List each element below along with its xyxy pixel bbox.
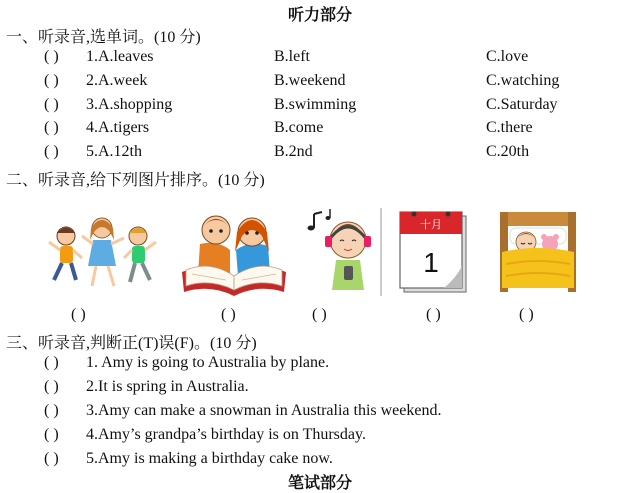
option-a: 1.A.leaves bbox=[86, 48, 154, 65]
child-2 bbox=[82, 218, 124, 286]
option-c: C.love bbox=[486, 48, 529, 65]
order-blank-2[interactable]: ( ) bbox=[221, 306, 236, 323]
s1-question-3 bbox=[40, 96, 640, 118]
page-title: 听力部分 bbox=[287, 7, 352, 24]
calendar-picture bbox=[394, 206, 472, 298]
s1-question-1 bbox=[40, 48, 640, 70]
sleeping-girl-picture bbox=[492, 206, 584, 298]
option-c: C.20th bbox=[486, 143, 530, 160]
option-b: B.left bbox=[274, 48, 310, 65]
statement-text: 5.Amy is making a birthday cake now. bbox=[86, 450, 333, 467]
option-b: B.2nd bbox=[274, 143, 313, 160]
girl-listening-music-picture bbox=[304, 206, 382, 298]
option-b: B.swimming bbox=[274, 96, 357, 113]
answer-blank[interactable]: ( ) bbox=[44, 96, 59, 113]
option-a: 3.A.shopping bbox=[86, 96, 173, 113]
open-book bbox=[182, 266, 286, 296]
option-b: B.come bbox=[274, 119, 324, 136]
answer-blank[interactable]: ( ) bbox=[44, 354, 59, 371]
statement-text: 3.Amy can make a snowman in Australia this weekend. bbox=[86, 402, 442, 419]
statement-text: 4.Amy’s grandpa’s birthday is on Thursday. bbox=[86, 426, 366, 443]
reading-children-picture bbox=[180, 206, 288, 298]
statement-text: 2.It is spring in Australia. bbox=[86, 378, 249, 395]
option-c: C.there bbox=[486, 119, 533, 136]
answer-blank[interactable]: ( ) bbox=[44, 143, 59, 160]
option-a: 2.A.week bbox=[86, 72, 148, 89]
next-section-heading: 笔试部分 bbox=[287, 475, 352, 492]
option-c: C.Saturday bbox=[486, 96, 558, 113]
option-a: 4.A.tigers bbox=[86, 119, 150, 136]
child-1 bbox=[49, 227, 82, 280]
statement-text: 1. Amy is going to Australia by plane. bbox=[86, 354, 330, 371]
order-blank-4[interactable]: ( ) bbox=[426, 306, 441, 323]
answer-blank[interactable]: ( ) bbox=[44, 72, 59, 89]
answer-blank[interactable]: ( ) bbox=[44, 378, 59, 395]
s1-question-4 bbox=[40, 119, 640, 141]
option-b: B.weekend bbox=[274, 72, 346, 89]
music-note-icon bbox=[308, 209, 331, 231]
child-3 bbox=[124, 227, 156, 282]
girl-with-headphones bbox=[325, 222, 371, 290]
answer-blank[interactable]: ( ) bbox=[44, 450, 59, 467]
section3-heading: 三、听录音,判断正(T)误(F)。(10 分) bbox=[6, 335, 257, 352]
answer-blank[interactable]: ( ) bbox=[44, 48, 59, 65]
answer-blank[interactable]: ( ) bbox=[44, 402, 59, 419]
order-blank-3[interactable]: ( ) bbox=[312, 306, 327, 323]
running-children-picture bbox=[44, 206, 162, 298]
option-c: C.watching bbox=[486, 72, 560, 89]
order-blank-1[interactable]: ( ) bbox=[71, 306, 86, 323]
s1-question-5 bbox=[40, 143, 640, 165]
option-a: 5.A.12th bbox=[86, 143, 142, 160]
answer-blank[interactable]: ( ) bbox=[44, 426, 59, 443]
calendar-month: 十月 bbox=[420, 218, 442, 231]
s1-question-2 bbox=[40, 72, 640, 94]
section2-heading: 二、听录音,给下列图片排序。(10 分) bbox=[6, 172, 265, 189]
section1-heading: 一、听录音,选单词。(10 分) bbox=[6, 29, 201, 46]
order-blank-5[interactable]: ( ) bbox=[519, 306, 534, 323]
answer-blank[interactable]: ( ) bbox=[44, 119, 59, 136]
calendar-day: 1 bbox=[423, 247, 439, 278]
